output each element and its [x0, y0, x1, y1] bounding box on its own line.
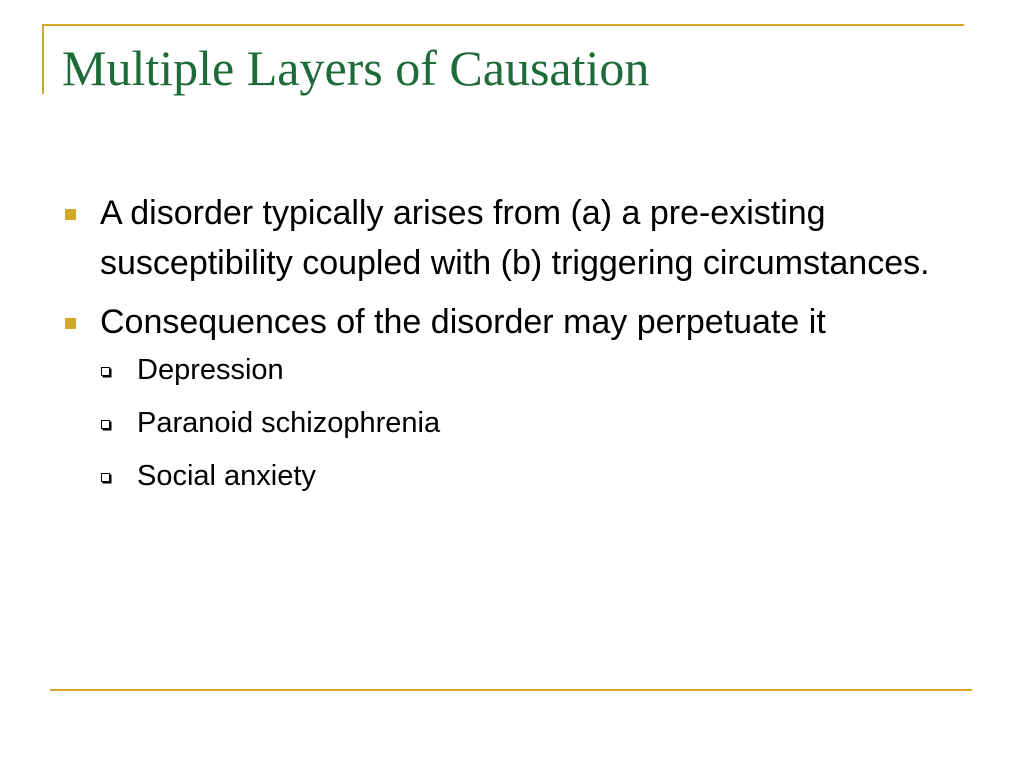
sub-bullet-list [100, 350, 942, 497]
bullet-text: Consequences of the disorder may perpetuate it [100, 303, 826, 341]
bottom-border-line [50, 689, 972, 691]
left-border-line [42, 24, 44, 94]
bullet-list [62, 188, 942, 509]
sub-bullet-text: Social anxiety [137, 460, 316, 492]
bullet-item [62, 297, 942, 497]
sub-bullet-item [100, 456, 942, 497]
square-bullet-icon [65, 318, 76, 329]
bullet-item [62, 188, 942, 288]
hollow-square-bullet-icon [101, 367, 110, 376]
hollow-square-bullet-icon [101, 473, 110, 482]
hollow-square-bullet-icon [101, 420, 110, 429]
slide-title: Multiple Layers of Causation [62, 40, 650, 96]
sub-bullet-item [100, 403, 942, 444]
bullet-text: A disorder typically arises from (a) a pre-existing susceptibility coupled with (b) triggering circumstances. [100, 194, 930, 282]
sub-bullet-item [100, 350, 942, 391]
square-bullet-icon [65, 209, 76, 220]
sub-bullet-text: Depression [137, 354, 284, 386]
sub-bullet-text: Paranoid schizophrenia [137, 407, 441, 439]
top-border-line [42, 24, 964, 26]
